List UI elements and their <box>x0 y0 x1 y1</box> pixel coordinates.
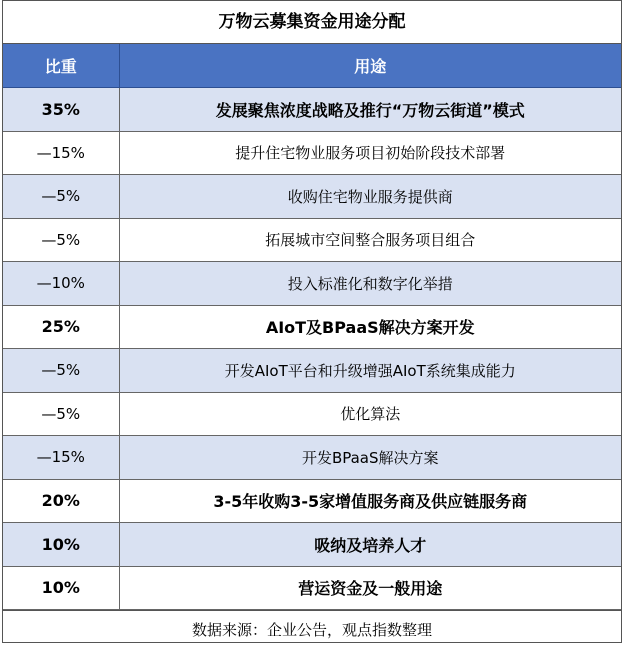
table-row <box>3 175 621 219</box>
table-row <box>3 218 621 262</box>
use-cell: 吸纳及培养人才 <box>119 523 621 567</box>
ratio-cell: 25% <box>3 305 119 349</box>
allocation-table-frame <box>2 0 622 643</box>
use-cell: 营运资金及一般用途 <box>119 566 621 610</box>
use-cell: 发展聚焦浓度战略及推行“万物云街道”模式 <box>119 88 621 132</box>
table-row <box>3 349 621 393</box>
ratio-cell: 35% <box>3 88 119 132</box>
use-cell: 优化算法 <box>119 392 621 436</box>
ratio-cell: 20% <box>3 479 119 523</box>
ratio-cell: —15% <box>3 436 119 480</box>
table-body-wrap <box>3 44 621 611</box>
table-row <box>3 262 621 306</box>
table-row <box>3 392 621 436</box>
table-row <box>3 566 621 610</box>
use-cell: 拓展城市空间整合服务项目组合 <box>119 218 621 262</box>
table-row <box>3 479 621 523</box>
use-cell: 开发BPaaS解决方案 <box>119 436 621 480</box>
header-ratio: 比重 <box>3 44 119 88</box>
table-row <box>3 523 621 567</box>
table-row <box>3 88 621 132</box>
table-row <box>3 131 621 175</box>
ratio-cell: 10% <box>3 566 119 610</box>
header-use: 用途 <box>119 44 621 88</box>
table-title: 万物云募集资金用途分配 <box>3 1 621 44</box>
table-row <box>3 305 621 349</box>
ratio-cell: —5% <box>3 175 119 219</box>
use-cell: 3-5年收购3-5家增值服务商及供应链服务商 <box>119 479 621 523</box>
use-cell: 提升住宅物业服务项目初始阶段技术部署 <box>119 131 621 175</box>
ratio-cell: 10% <box>3 523 119 567</box>
allocation-table <box>3 44 621 610</box>
ratio-cell: —15% <box>3 131 119 175</box>
header-row <box>3 44 621 88</box>
use-cell: 投入标准化和数字化举措 <box>119 262 621 306</box>
source-note: 数据来源：企业公告，观点指数整理 <box>191 621 432 639</box>
ratio-cell: —10% <box>3 262 119 306</box>
use-cell: 开发AIoT平台和升级增强AIoT系统集成能力 <box>119 349 621 393</box>
ratio-cell: —5% <box>3 218 119 262</box>
ratio-cell: —5% <box>3 349 119 393</box>
use-cell: 收购住宅物业服务提供商 <box>119 175 621 219</box>
table-row <box>3 436 621 480</box>
ratio-cell: —5% <box>3 392 119 436</box>
use-cell: AIoT及BPaaS解决方案开发 <box>119 305 621 349</box>
